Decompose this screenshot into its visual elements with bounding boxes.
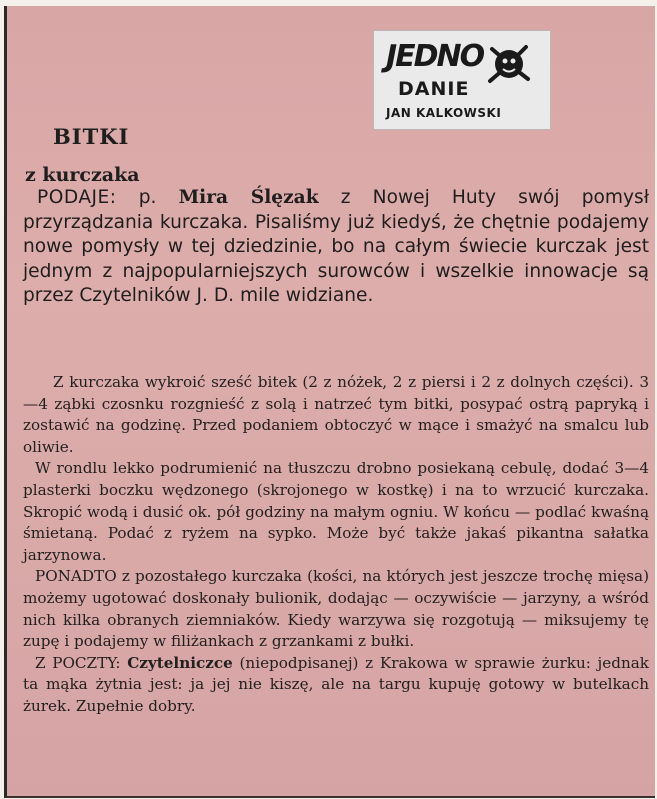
newspaper-clipping: [4, 6, 655, 798]
intro-text: z Nowej Huty swój pomysł przyrządzania kurczaka. Pisaliśmy już kiedyś, że chętnie podajemy nowe pomysły w tej dziedzinie, bo na całym świecie kurczak jest jednym z najpopularniejszych surowców i wszelkie innowacje są przez Czytelników J. D. mile widziane.: [23, 187, 649, 306]
intro-prefix: p.: [138, 187, 157, 208]
mail-text: (niepodpisanej) z Krakowa w sprawie żurku: jednak ta mąka żytnia jest: ja jej nie kiszę, ale na targu kupuję gotowy w butelkach żurek. Zupełnie dobry.: [23, 653, 650, 715]
paragraph-broth: [23, 566, 649, 652]
paragraph-stewing: W rondlu lekko podrumienić na tłuszczu drobno posiekaną cebulę, dodać 3—4 plasterki boczku wędzonego (skrojonego w kostkę) i na to wrzucić kurczaka. Skropić wodą i dusić ok. pół godziny na małym ogniu. W końcu — podlać kwaśną śmietaną. Podać z ryżem na sypko. Może być także jakaś pikantna sałatka jarzynowa.: [23, 459, 649, 564]
logo-line2: DANIE: [398, 78, 470, 100]
article-body: [23, 372, 649, 718]
paragraph-mail: [23, 653, 649, 718]
mail-label: Z POCZTY:: [35, 653, 121, 672]
paragraph-preparation: Z kurczaka wykroić sześć bitek (2 z nóżek, 2 z piersi i 2 z dolnych części). 3—4 ząbki czosnku rozgnieść z solą i natrzeć tym bitki, posypać ostrą papryką i zostawić na godzinę. Przed podaniem obtoczyć w mące i smażyć na smalcu lub oliwie.: [23, 373, 649, 456]
article-title: BITKI: [53, 124, 130, 149]
logo-author: JAN KALKOWSKI: [386, 106, 502, 120]
article-intro: [23, 186, 649, 309]
mail-recipient: Czytelniczce: [127, 653, 233, 672]
broth-text: z pozostałego kurczaka (kości, na których jest jeszcze trochę mięsa) możemy ugotować doskonały bulionik, dodając — oczywiście — jarzyny, a wśród nich kilka obranych ziemniaków. Kiedy warzywa się rozgotują — miksujemy tę zupę i podajemy w filiżankach z grzankami z bułki.: [23, 567, 650, 651]
column-logo: [373, 30, 551, 130]
article-subtitle: z kurczaka: [25, 164, 140, 186]
broth-label: PONADTO: [35, 567, 117, 586]
contributor-name: Mira Ślęzak: [178, 187, 319, 208]
decorative-figure-icon: [486, 41, 532, 87]
intro-label: PODAJE:: [37, 187, 117, 208]
logo-line1: JEDNO: [386, 39, 484, 74]
